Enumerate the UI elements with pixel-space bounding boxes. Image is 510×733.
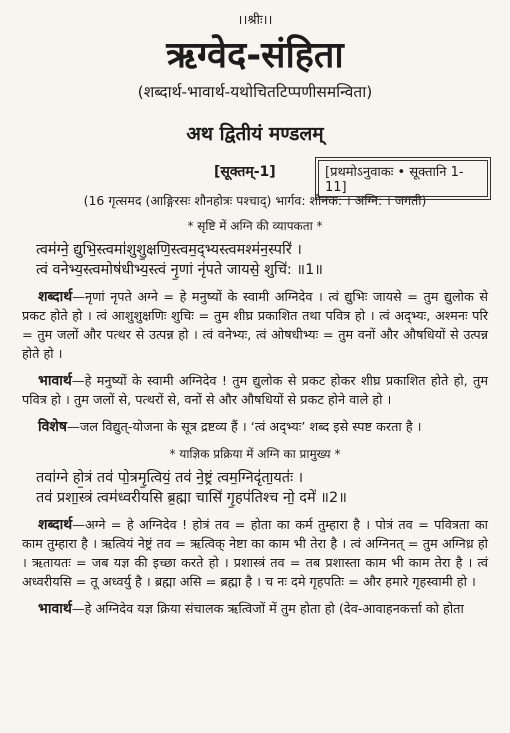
mandala-heading: अथ द्वितीयं मण्डलम् [186,123,324,145]
section-head: विशेष [38,419,68,435]
invocation: ।।श्रीः।। [237,13,273,28]
subtitle: (शब्दार्थ-भावार्थ-यथोचितटिप्पणीसमन्विता) [137,83,373,101]
topic-heading-2: * याज्ञिक प्रक्रिया में अग्नि का प्रामुख्य * [169,447,341,461]
word-meaning-2 [22,516,488,592]
rishi-devata-chhanda: (16 गृत्समद (आङ्गिरसः शौनहोत्रः पश्चाद्) भार्गव: शौनक: । अग्नि: । जगती) [83,193,427,208]
section-head: शब्दार्थ [38,289,73,305]
section-head: भावार्थ [38,601,72,617]
sukta-row [22,160,488,195]
verse-line: तव॑ प्रशा॒स्त्रं त्वम॑ध्वरीयसि ब्र॒ह्मा चासि॑ गृ॒हप॑तिश्च नो॒ दमे॑ ॥2॥ [36,490,347,506]
section-text: —अग्ने = हे अग्निदेव ! होत्रं तव = होता का कर्म तुम्हारा है । पोत्रं तव = पवित्रता का काम तुम्हारा है । ऋत्वियं नेष्ट्रं तव = ऋत्विक् नेष्टा का काम भी तेरा है । त्वं अग्निनत् = तुम अग्निध्र हो । ऋतायतः = जब यज्ञ की इच्छा करते हो । प्रशास्त्रं तव = तब प्रशास्ता काम भी काम तेरा है । त्वं अध्वरीयसि = तू अध्वर्यु है । ब्रह्मा असि = ब्रह्मा है । च नः दमे गृहपतिः = और हमारे गृहस्वामी हो । [22,518,488,590]
verse-2 [22,468,488,508]
anuvaka-box: [प्रथमोऽनुवाकः • सूक्तानि 1-11] [318,160,488,197]
section-text: —हे अग्निदेव यज्ञ क्रिया संचालक ऋत्विजों में तुम होता हो (देव-आवाहनकर्त्ता को होता [71,602,464,617]
special-note [22,418,488,437]
verse-line: तवा॑ग्ने हो॒त्रं तव॑ पो॒त्रमृ॒त्वियं॒ तव॑ ने॒ष्ट्रं त्वम॒ग्निदृ॑ता॒यतः॑ । [36,470,304,486]
verse-line: त्वम॑ग्ने॒ द्युभि॒स्त्वमा॑शुशु॒क्षणि॒स्त्वम॒द्भ्यस्त्वमश्म॑न॒स्परि॑ । [36,242,302,258]
purport-1 [22,372,488,410]
section-head: भावार्थ [38,373,72,389]
verse-1 [22,240,488,280]
purport-2 [22,600,488,619]
page-title: ऋग्वेद-संहिता [166,35,344,76]
section-text: —हे मनुष्यों के स्वामी अग्निदेव ! तुम द्युलोक से प्रकट होकर शीघ्र प्रकाशित होते हो, तुम पवित्र हो । तुम जलों से, पत्थरों से, वनों से और औषधियों से प्रकट होने वाले हो । [22,374,488,408]
topic-heading-1: * सृष्टि में अग्नि की व्यापकता * [187,219,323,233]
sukta-label: [सूक्तम्-1] [214,164,276,180]
verse-line: त्वं वनेभ्य॒स्त्वमोष॑धीभ्य॒स्त्वं नृ॒णां नृ॑पते जायसे॒ शुचि॑: ॥1॥ [36,262,323,278]
word-meaning-1 [22,288,488,364]
section-text: —नृणां नृपते अग्ने = हे मनुष्यों के स्वामी अग्निदेव । त्वं द्युभिः जायसे = तुम द्युलोक से प्रकट होते हो । त्वं आशुशुक्षणिः शुचिः = तुम शीघ्र प्रकाशित तथा पवित्र हो । त्वं अद्भ्यः, अश्मनः परि = तुम जलों और पत्थर से उत्पन्न हो । त्वं वनेभ्यः, त्वं ओषधीभ्यः = तुम वनों और औषधियों से उत्पन्न होते हो । [22,290,488,362]
section-text: —जल विद्युत्-योजना के सूत्र द्रष्टव्य हैं । ‘त्वं अद्भ्यः’ शब्द इसे स्पष्ट करता है । [67,420,422,435]
section-head: शब्दार्थ [38,517,73,533]
